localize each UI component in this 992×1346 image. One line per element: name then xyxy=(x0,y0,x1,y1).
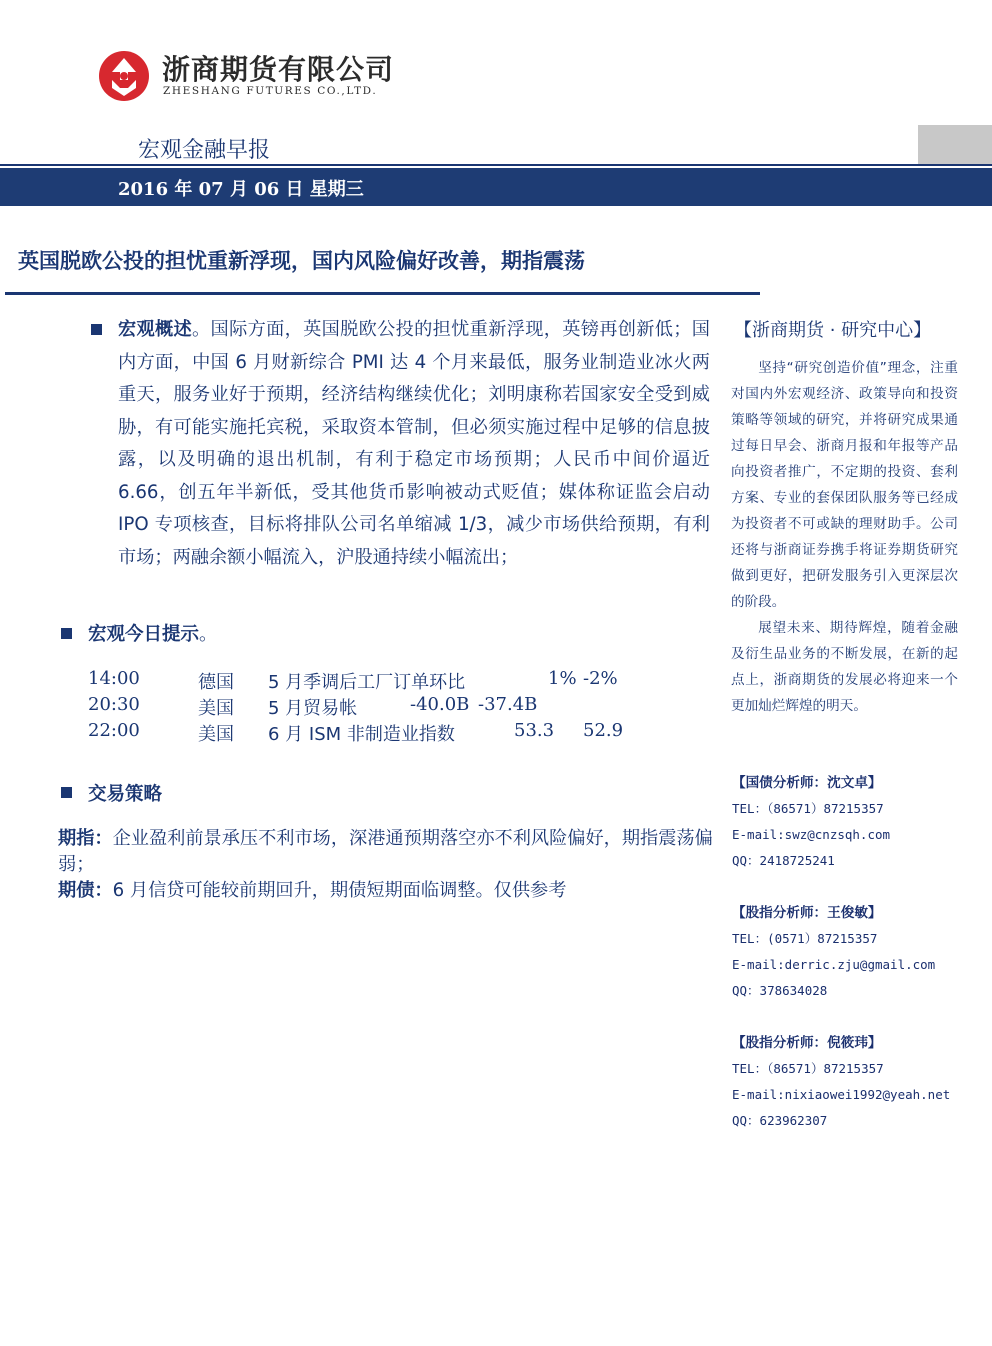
analyst-qq: QQ：623962307 xyxy=(732,1113,828,1128)
event-time: 14:00 xyxy=(88,668,140,689)
overview-paragraph xyxy=(118,314,710,574)
analyst-title: 【国债分析师：沈文卓】 xyxy=(732,775,882,791)
event-country: 美国 xyxy=(198,724,234,745)
sidebar-paragraph: 坚持“研究创造价值”理念，注重对国内外宏观经济、政策导向和投资策略等领域的研究，并将研究成果通过每日早会、浙商月报和年报等产品向投资者推广，不定期的投资、套利方案、专业的套保团队服务等已经成为投资者不可或缺的理财助手。公司还将与浙商证券携手将证券期货研究做到更好，把研发服务引入更深层次的阶段。 xyxy=(731,360,958,610)
strategy-item-label: 期指： xyxy=(58,828,113,849)
strategy-item xyxy=(58,878,718,904)
event-value-2: -2% xyxy=(583,668,618,689)
company-name-cn: 浙商期货有限公司 xyxy=(162,53,395,86)
event-country: 美国 xyxy=(198,698,234,719)
strategy-item-label: 期债： xyxy=(58,880,113,901)
analyst-contact xyxy=(732,770,890,874)
analyst-contact xyxy=(732,900,935,1004)
event-time: 22:00 xyxy=(88,720,140,741)
headline: 英国脱欧公投的担忧重新浮现，国内风险偏好改善，期指震荡 xyxy=(18,249,585,273)
event-value-2: 52.9 xyxy=(583,720,624,741)
today-label: 宏观今日提示 xyxy=(88,624,200,645)
today-section-title xyxy=(88,620,218,646)
bullet-square-icon xyxy=(91,324,102,335)
header-tab-decoration xyxy=(918,125,992,165)
bullet-square-icon xyxy=(61,628,72,639)
company-name-en: ZHESHANG FUTURES CO.,LTD. xyxy=(163,85,378,97)
analyst-title: 【股指分析师：倪筱玮】 xyxy=(732,1035,882,1051)
analyst-tel: TEL：（86571）87215357 xyxy=(732,1061,884,1076)
analyst-tel: TEL：(0571）87215357 xyxy=(732,931,878,946)
headline-divider xyxy=(5,292,760,295)
strategy-item-text: 6 月信贷可能较前期回升，期债短期面临调整。仅供参考 xyxy=(112,880,567,901)
analyst-contact xyxy=(732,1030,950,1134)
report-date: 2016 年 07 月 06 日 星期三 xyxy=(118,179,364,200)
company-logo-icon xyxy=(98,50,150,102)
overview-text: 。国际方面，英国脱欧公投的担忧重新浮现，英镑再创新低；国内方面，中国 6 月财新综合 PMI 达 4 个月来最低，服务业制造业冰火两重天，服务业好于预期，经济结构继续优化；刘明康称若国家安全受到威胁，有可能实施托宾税，采取资本管制，但必须实施过程中足够的信息披露，以及明确的退出机制，有利于稳定市场预期；人民币中间价逼近 6.66，创五年半新低，受其他货币影响被动式贬值；媒体称证监会启动 IPO 专项核查，目标将排队公司名单缩减 1/3，减少市场供给预期，有利市场；两融余额小幅流入，沪股通持续小幅流出； xyxy=(118,319,710,568)
event-value-1: 53.3 xyxy=(514,720,555,741)
sidebar-title: 【浙商期货 · 研究中心】 xyxy=(734,320,932,341)
today-suffix: 。 xyxy=(199,624,218,645)
event-name: 6 月 ISM 非制造业指数 xyxy=(268,724,455,745)
event-value-1: -40.0B xyxy=(410,694,470,715)
sidebar-intro xyxy=(731,355,958,719)
analyst-email[interactable]: E-mail:swz@cnzsqh.com xyxy=(732,827,891,842)
strategy-section-title: 交易策略 xyxy=(88,784,163,805)
overview-label: 宏观概述 xyxy=(118,319,193,340)
bullet-square-icon xyxy=(61,787,72,798)
report-type: 宏观金融早报 xyxy=(138,138,271,163)
event-time: 20:30 xyxy=(88,694,140,715)
analyst-qq: QQ：2418725241 xyxy=(732,853,835,868)
event-country: 德国 xyxy=(198,672,234,693)
analyst-email[interactable]: E-mail:derric.zju@gmail.com xyxy=(732,957,936,972)
header-divider xyxy=(0,164,992,166)
event-value-2: -37.4B xyxy=(478,694,538,715)
event-name: 5 月季调后工厂订单环比 xyxy=(268,672,466,693)
event-name: 5 月贸易帐 xyxy=(268,698,358,719)
strategy-item-text: 企业盈利前景承压不利市场，深港通预期落空亦不利风险偏好，期指震荡偏弱； xyxy=(58,828,713,875)
strategy-item xyxy=(58,826,718,878)
analyst-email[interactable]: E-mail:nixiaowei1992@yeah.net xyxy=(732,1087,951,1102)
analyst-title: 【股指分析师：王俊敏】 xyxy=(732,905,882,921)
sidebar-paragraph: 展望未来、期待辉煌，随着金融及衍生品业务的不断发展，在新的起点上，浙商期货的发展必将迎来一个更加灿烂辉煌的明天。 xyxy=(731,620,958,714)
analyst-qq: QQ：378634028 xyxy=(732,983,828,998)
event-value-1: 1% xyxy=(548,668,577,689)
analyst-tel: TEL：（86571）87215357 xyxy=(732,801,884,816)
